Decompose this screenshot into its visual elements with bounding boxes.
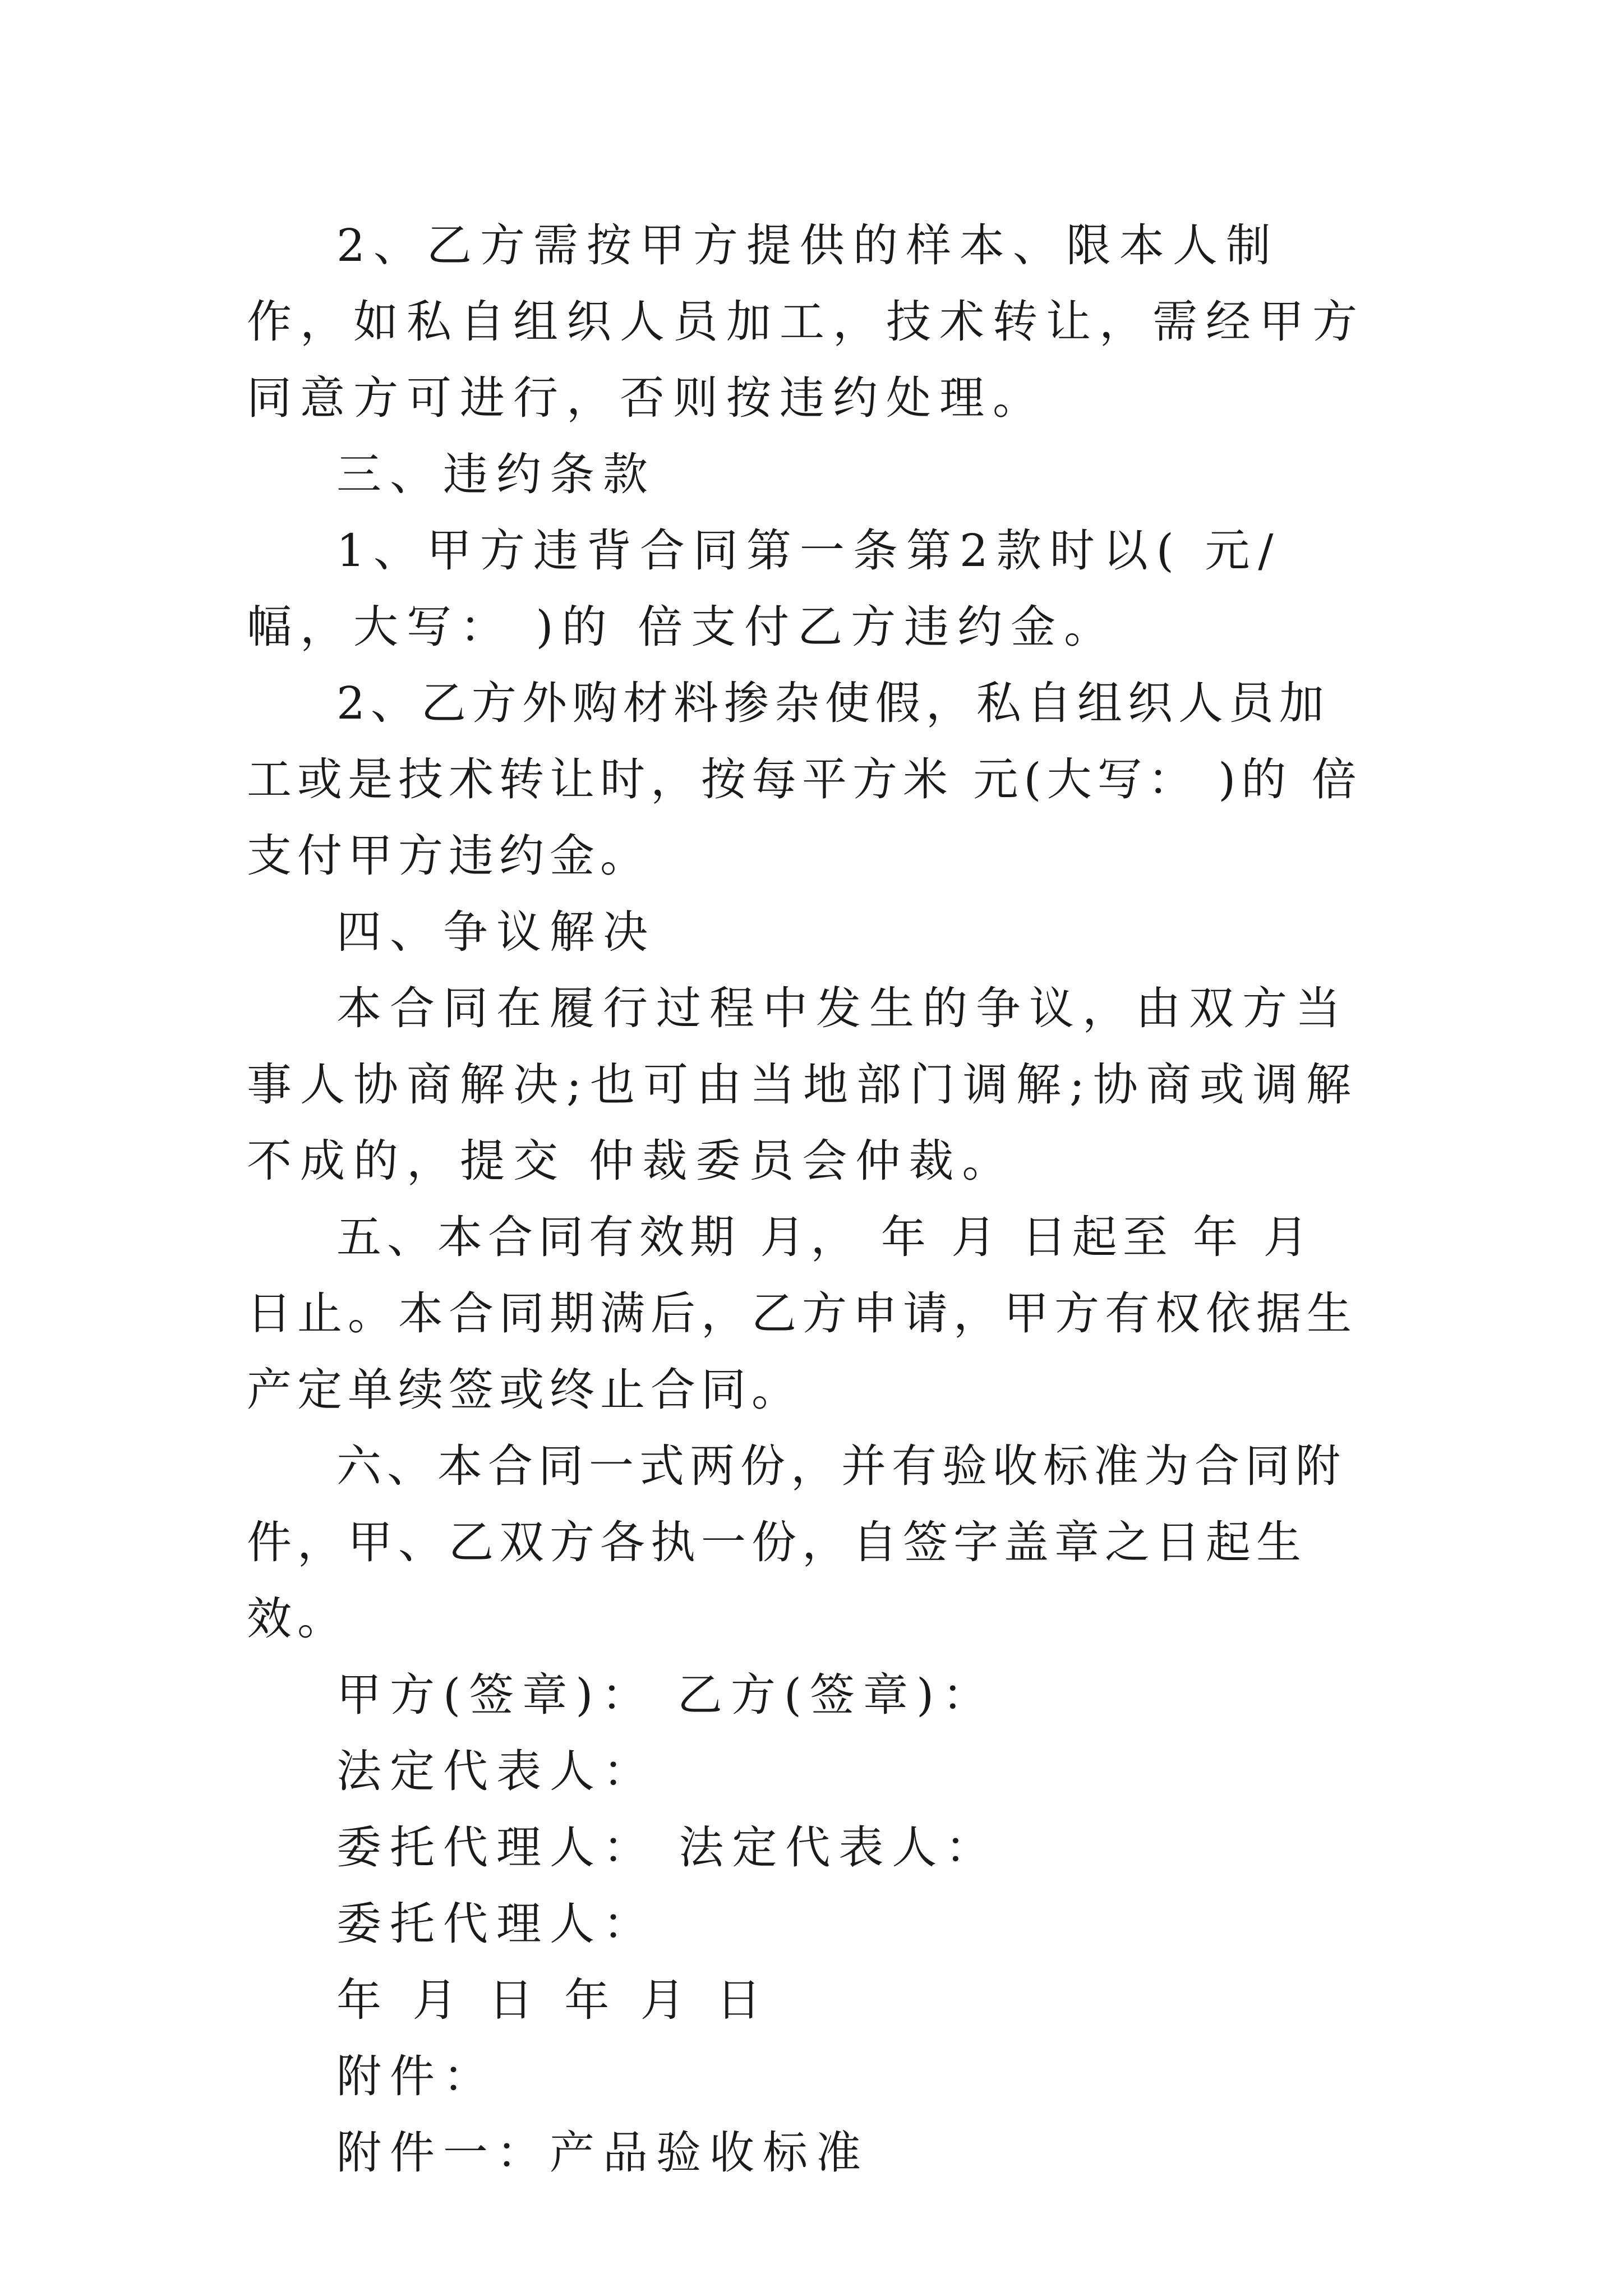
signature-line-agent: 委托代理人：	[336, 1898, 656, 1950]
breach-clause-1-paragraph: 1、甲方违背合同第一条第2款时以( 元/幅，大写： )的 倍支付乙方违约金。	[247, 524, 1282, 653]
attachment-1-item: 附件一：产品验收标准	[336, 2127, 869, 2179]
signature-line-parties: 甲方(签章)： 乙方(签章)：	[336, 1669, 996, 1721]
section-3-heading: 三、违约条款	[336, 448, 656, 500]
clause-2-production-paragraph: 2、乙方需按甲方提供的样本、限本人制作，如私自组织人员加工，技术转让，需经甲方同意方可进行，否则按违约处理。	[247, 219, 1366, 424]
section-4-heading: 四、争议解决	[336, 906, 656, 958]
document-body	[247, 208, 1380, 2191]
copies-paragraph: 六、本合同一式两份，并有验收标准为合同附件，甲、乙双方各执一份，自签字盖章之日起生效。	[247, 1440, 1346, 1645]
signature-line-legal-rep: 法定代表人：	[336, 1745, 656, 1797]
attachment-heading: 附件：	[336, 2050, 496, 2102]
breach-clause-2-paragraph: 2、乙方外购材料掺杂使假，私自组织人员加工或是技术转让时，按每平方米 元(大写： )的 倍支付甲方违约金。	[247, 677, 1362, 882]
signature-line-agent-legal-rep: 委托代理人： 法定代表人：	[336, 1821, 999, 1874]
dispute-resolution-paragraph: 本合同在履行过程中发生的争议，由双方当事人协商解决;也可由当地部门调解;协商或调解不成的，提交 仲裁委员会仲裁。	[247, 982, 1359, 1187]
signature-date-line: 年 月 日 年 月 日	[336, 1974, 770, 2026]
validity-period-paragraph: 五、本合同有效期 月， 年 月 日起至 年 月 日止。本合同期满后，乙方申请，甲方有权依据生产定单续签或终止合同。	[247, 1211, 1357, 1416]
